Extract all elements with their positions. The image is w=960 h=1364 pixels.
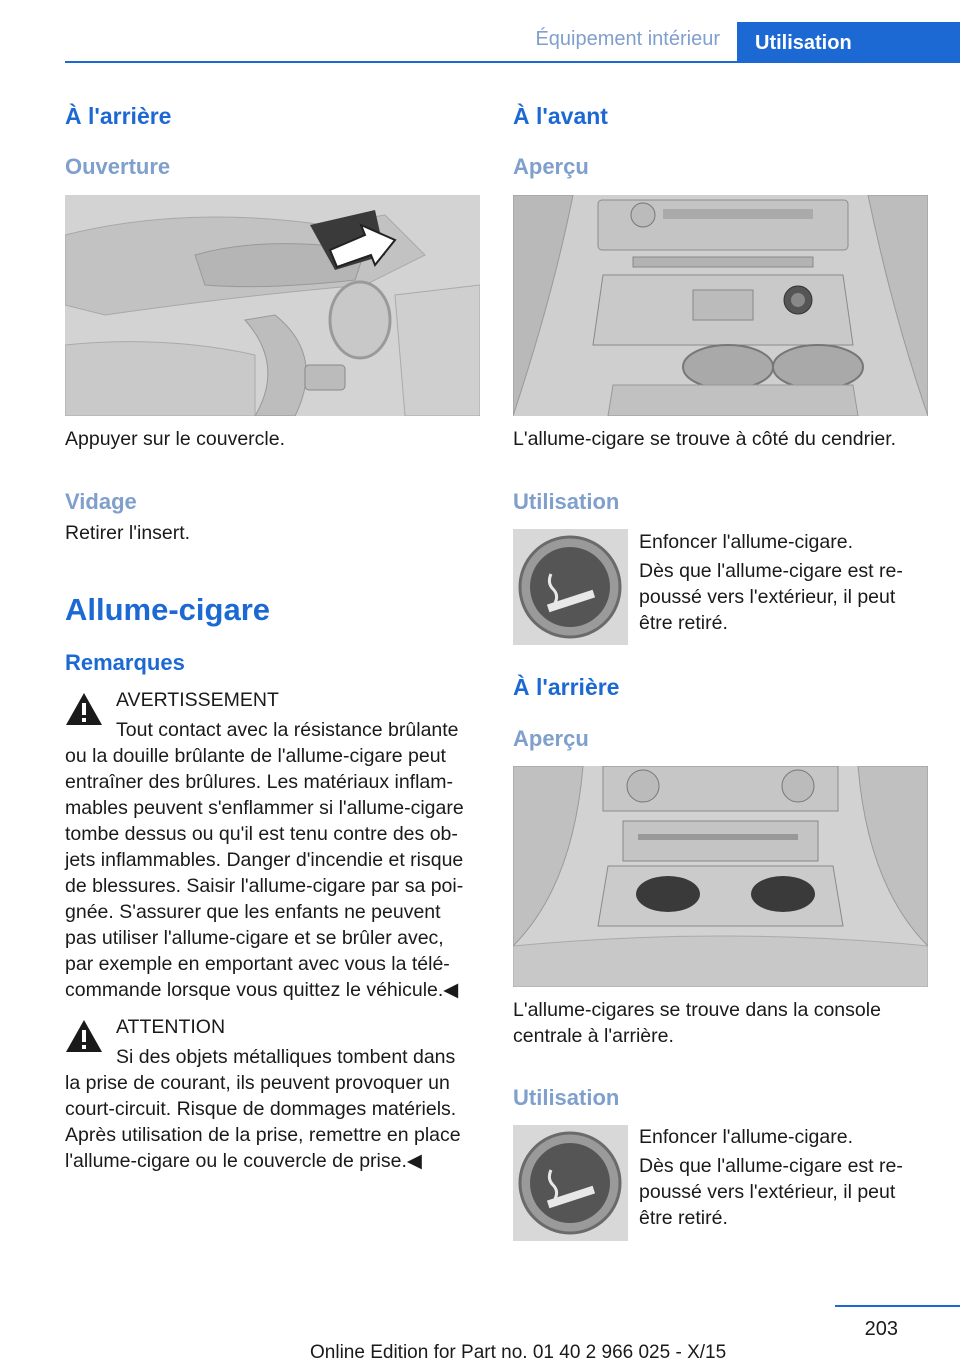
header-rule xyxy=(65,61,960,63)
warning-line: commande lorsque vous quittez le véhicule.◀ xyxy=(65,979,459,1001)
warning-line: Tout contact avec la résistance brûlante xyxy=(116,719,459,741)
header-section-title: Équipement intérieur xyxy=(535,28,720,50)
attention-line: la prise de courant, ils peuvent provoquer un xyxy=(65,1072,450,1094)
opening-text: Appuyer sur le couvercle. xyxy=(65,428,286,450)
front-overview-heading: Aperçu xyxy=(513,154,589,179)
rear-console-figure xyxy=(513,766,928,987)
warning-line: tombe dessus ou qu'il est tenu contre des ob- xyxy=(65,823,458,845)
cigarette-lighter-button-figure xyxy=(513,529,628,645)
attention-triangle-icon xyxy=(64,1018,104,1054)
warning-line: entraîner des brûlures. Les matériaux inflam- xyxy=(65,771,454,793)
header-chapter-tab: Utilisation xyxy=(737,22,960,63)
warning-triangle-icon xyxy=(64,691,104,727)
attention-label: ATTENTION xyxy=(116,1016,226,1038)
rear-heading-left: À l'arrière xyxy=(65,103,172,129)
rear-use-line: Dès que l'allume-cigare est re- xyxy=(639,1155,903,1177)
rear-use-instruction: Enfoncer l'allume-cigare. xyxy=(639,1126,853,1148)
rear-use-heading: Utilisation xyxy=(513,1085,620,1110)
front-use-instruction: Enfoncer l'allume-cigare. xyxy=(639,531,853,553)
warning-line: pas utiliser l'allume-cigare et se brûler avec, xyxy=(65,927,444,949)
edition-note: Online Edition for Part no. 01 40 2 966 025 - X/15 xyxy=(310,1342,727,1363)
emptying-heading: Vidage xyxy=(65,489,137,514)
front-use-line: être retiré. xyxy=(639,612,728,634)
rear-caption-line: centrale à l'arrière. xyxy=(513,1025,674,1047)
rear-use-line: poussé vers l'extérieur, il peut xyxy=(639,1181,896,1203)
front-caption: L'allume-cigare se trouve à côté du cendrier. xyxy=(513,428,897,450)
opening-heading: Ouverture xyxy=(65,154,171,179)
front-use-heading: Utilisation xyxy=(513,489,620,514)
remarks-heading: Remarques xyxy=(65,650,185,675)
rear-use-line: être retiré. xyxy=(639,1207,728,1229)
cigarette-lighter-heading: Allume-cigare xyxy=(65,592,271,627)
rear-overview-heading: Aperçu xyxy=(513,726,589,751)
footer-rule xyxy=(835,1305,960,1307)
front-heading: À l'avant xyxy=(513,103,608,129)
rear-cigarette-lighter-button-figure xyxy=(513,1125,628,1241)
attention-line: Si des objets métalliques tombent dans xyxy=(116,1046,456,1068)
attention-line: l'allume-cigare ou le couvercle de prise.◀ xyxy=(65,1150,422,1172)
warning-line: mables peuvent s'enflammer si l'allume-cigare xyxy=(65,797,464,819)
page-number: 203 xyxy=(864,1318,898,1340)
warning-line: de blessures. Saisir l'allume-cigare par sa poi- xyxy=(65,875,464,897)
attention-line: Après utilisation de la prise, remettre en place xyxy=(65,1124,461,1146)
warning-line: par exemple en emportant avec vous la télé- xyxy=(65,953,450,975)
front-console-figure xyxy=(513,195,928,416)
front-use-line: poussé vers l'extérieur, il peut xyxy=(639,586,896,608)
ashtray-opening-figure xyxy=(65,195,480,416)
emptying-text: Retirer l'insert. xyxy=(65,522,191,544)
rear-caption-line: L'allume-cigares se trouve dans la console xyxy=(513,999,881,1021)
rear-heading-right: À l'arrière xyxy=(513,674,620,700)
warning-line: gnée. S'assurer que les enfants ne peuvent xyxy=(65,901,441,923)
warning-label: AVERTISSEMENT xyxy=(116,689,279,711)
warning-line: ou la douille brûlante de l'allume-cigare peut xyxy=(65,745,446,767)
front-use-line: Dès que l'allume-cigare est re- xyxy=(639,560,903,582)
attention-line: court-circuit. Risque de dommages matériels. xyxy=(65,1098,457,1120)
warning-line: jets inflammables. Danger d'incendie et risque xyxy=(65,849,464,871)
